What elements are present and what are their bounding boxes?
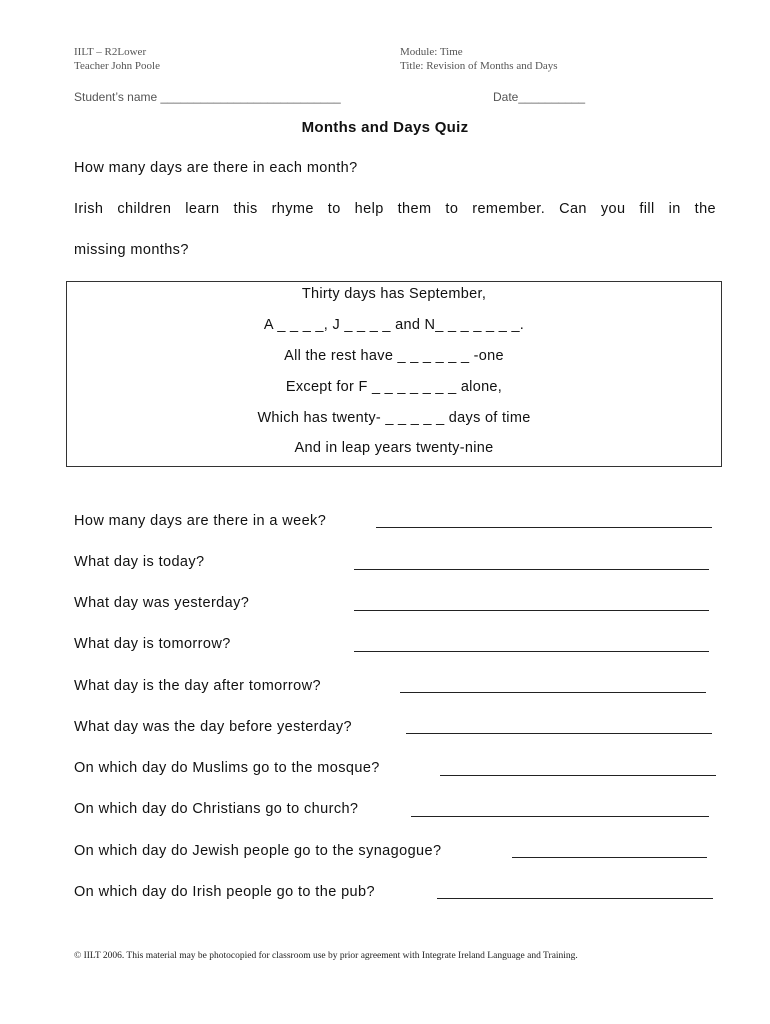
- intro-paragraph-line-1: Irish children learn this rhyme to help them to remember. Can you fill in the: [74, 201, 716, 217]
- answer-line[interactable]: [354, 569, 709, 570]
- intro-paragraph-line-2: missing months?: [74, 242, 189, 258]
- answer-line[interactable]: [406, 733, 712, 734]
- header-teacher: Teacher John Poole: [74, 60, 160, 72]
- question-yesterday: What day was yesterday?: [74, 595, 250, 611]
- question-days-in-week: How many days are there in a week?: [74, 513, 327, 529]
- rhyme-line: A _ _ _ _, J _ _ _ _ and N_ _ _ _ _ _ _.: [263, 317, 525, 333]
- rhyme-line: Thirty days has September,: [301, 286, 487, 302]
- rhyme-line: All the rest have _ _ _ _ _ _ -one: [284, 348, 504, 364]
- rhyme-line: Which has twenty- _ _ _ _ _ days of time: [257, 410, 531, 426]
- question-mosque: On which day do Muslims go to the mosque?: [74, 760, 380, 776]
- date-field: Date__________: [493, 90, 586, 104]
- question-day-after-tomorrow: What day is the day after tomorrow?: [74, 678, 321, 694]
- header-module: Module: Time: [400, 46, 463, 58]
- answer-line[interactable]: [512, 857, 707, 858]
- question-church: On which day do Christians go to church?: [74, 801, 359, 817]
- rhyme-box: [66, 281, 722, 467]
- answer-line[interactable]: [411, 816, 709, 817]
- header-left: [74, 45, 160, 73]
- question-pub: On which day do Irish people go to the pub?: [74, 884, 375, 900]
- answer-line[interactable]: [400, 692, 706, 693]
- question-day-before-yesterday: What day was the day before yesterday?: [74, 719, 352, 735]
- rhyme-line: And in leap years twenty-nine: [294, 440, 494, 456]
- intro-question: How many days are there in each month?: [74, 160, 358, 176]
- answer-line[interactable]: [437, 898, 713, 899]
- copyright-footer: © IILT 2006. This material may be photocopied for classroom use by prior agreement with Integrate Ireland Language and Training.: [74, 951, 578, 961]
- header-level: IILT – R2Lower: [74, 46, 147, 58]
- question-tomorrow: What day is tomorrow?: [74, 636, 231, 652]
- rhyme-line: Except for F _ _ _ _ _ _ _ alone,: [285, 379, 503, 395]
- question-synagogue: On which day do Jewish people go to the synagogue?: [74, 843, 442, 859]
- header-right: [400, 45, 558, 73]
- answer-line[interactable]: [354, 651, 709, 652]
- page-title: Months and Days Quiz: [301, 119, 469, 136]
- question-today: What day is today?: [74, 554, 205, 570]
- student-name-field: Student’s name ___________________________: [74, 90, 341, 104]
- answer-line[interactable]: [376, 527, 712, 528]
- answer-line[interactable]: [354, 610, 709, 611]
- answer-line[interactable]: [440, 775, 716, 776]
- header-title: Title: Revision of Months and Days: [400, 60, 558, 72]
